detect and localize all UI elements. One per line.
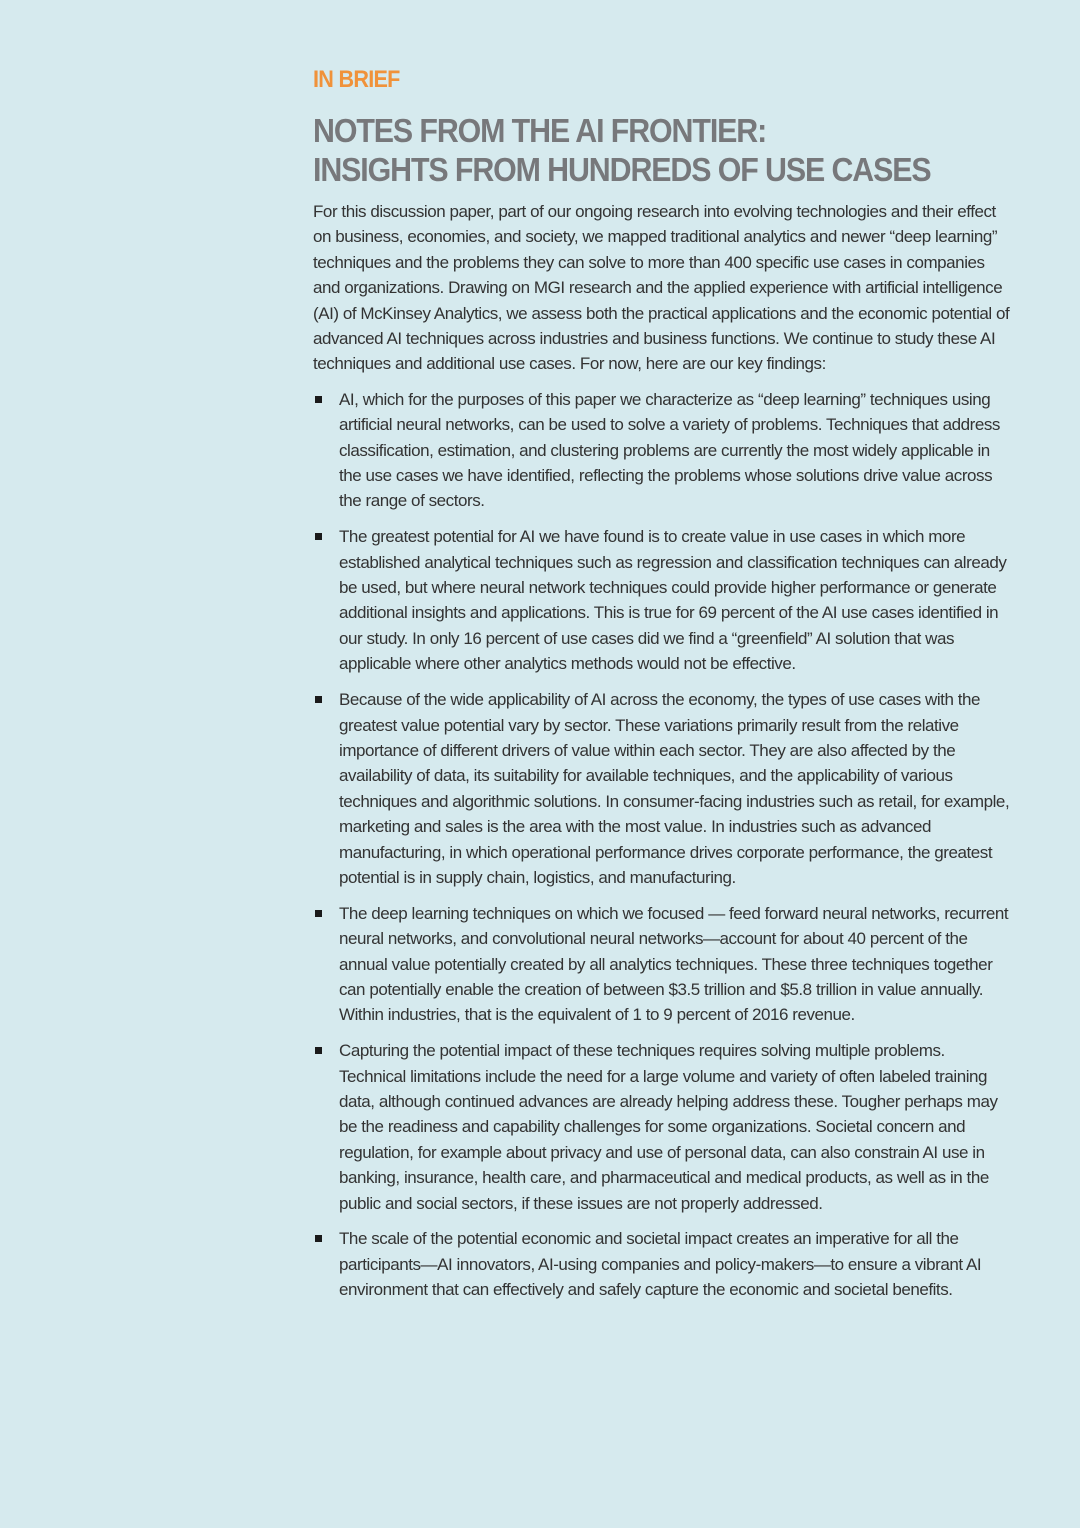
intro-paragraph: For this discussion paper, part of our ongoing research into evolving technologies and their effect on business, economies, and society, we mapped traditional analytics and newer “deep learning” techniques and the problems they can solve to more than 400 specific use cases in companies and organizations. Drawing on MGI research and the applied experience with artificial intelligence (AI) of McKinsey Analytics, we assess both the practical applications and the economic potential of advanced AI techniques across industries and business functions. We continue to study these AI techniques and additional use cases. For now, here are our key findings: bbox=[313, 202, 1010, 374]
page-title-line-1: NOTES FROM THE AI FRONTIER: bbox=[313, 112, 767, 149]
finding-item bbox=[313, 387, 1013, 514]
finding-text: Capturing the potential impact of these techniques requires solving multiple problems. Technical limitations include the need for a large volume and variety of often labeled training data, although continued advances are already helping address these. Tougher perhaps may be the readiness and capability challenges for some organizations. Societal concern and regulation, for example about privacy and use of personal data, can also constrain AI use in banking, insurance, health care, and pharmaceutical and medical products, as well as in the public and social sectors, if these issues are not properly addressed. bbox=[339, 1041, 998, 1213]
finding-item bbox=[313, 1038, 1013, 1216]
square-bullet-icon bbox=[315, 533, 322, 540]
key-findings-list bbox=[313, 387, 1013, 1303]
page-title-line-2: INSIGHTS FROM HUNDREDS OF USE CASES bbox=[313, 151, 931, 188]
finding-text: Because of the wide applicability of AI across the economy, the types of use cases with the greatest value potential vary by sector. These variations primarily result from the relative importance of different drivers of value within each sector. They are also affected by the availability of data, its suitability for available techniques, and the applicability of various techniques and algorithmic solutions. In consumer-facing industries such as retail, for example, marketing and sales is the area with the most value. In industries such as advanced manufacturing, in which operational performance drives corporate performance, the greatest potential is in supply chain, logistics, and manufacturing. bbox=[339, 690, 1010, 887]
square-bullet-icon bbox=[315, 1235, 322, 1242]
section-kicker: IN BRIEF bbox=[313, 66, 400, 93]
finding-item bbox=[313, 687, 1013, 890]
finding-text: The greatest potential for AI we have found is to create value in use cases in which more established analytical techniques such as regression and classification techniques can already be used, but where neural network techniques could provide higher performance or generate additional insights and applications. This is true for 69 percent of the AI use cases identified in our study. In only 16 percent of use cases did we find a “greenfield” AI solution that was applicable where other analytics methods would not be effective. bbox=[339, 527, 1007, 674]
finding-text: AI, which for the purposes of this paper we characterize as “deep learning” techniques using artificial neural networks, can be used to solve a variety of problems. Techniques that address classification, estimation, and clustering problems are currently the most widely applicable in the use cases we have identified, reflecting the problems whose solutions drive value across the range of sectors. bbox=[339, 389, 1000, 511]
finding-text: The deep learning techniques on which we focused — feed forward neural networks, recurrent neural networks, and convolutional neural networks—account for about 40 percent of the annual value potentially created by all analytics techniques. These three techniques together can potentially enable the creation of between $3.5 trillion and $5.8 trillion in value annually. Within industries, that is the equivalent of 1 to 9 percent of 2016 revenue. bbox=[339, 903, 1009, 1025]
finding-text: The scale of the potential economic and societal impact creates an imperative for all the participants—AI innovators, AI-using companies and policy-makers—to ensure a vibrant AI environment that can effectively and safely capture the economic and societal benefits. bbox=[339, 1229, 982, 1300]
page-title bbox=[313, 111, 957, 189]
finding-item bbox=[313, 1226, 1013, 1302]
square-bullet-icon bbox=[315, 910, 322, 917]
square-bullet-icon bbox=[315, 396, 322, 403]
square-bullet-icon bbox=[315, 696, 322, 703]
finding-item bbox=[313, 901, 1013, 1028]
finding-item bbox=[313, 524, 1013, 676]
square-bullet-icon bbox=[315, 1047, 322, 1054]
in-brief-section bbox=[313, 64, 1013, 1313]
